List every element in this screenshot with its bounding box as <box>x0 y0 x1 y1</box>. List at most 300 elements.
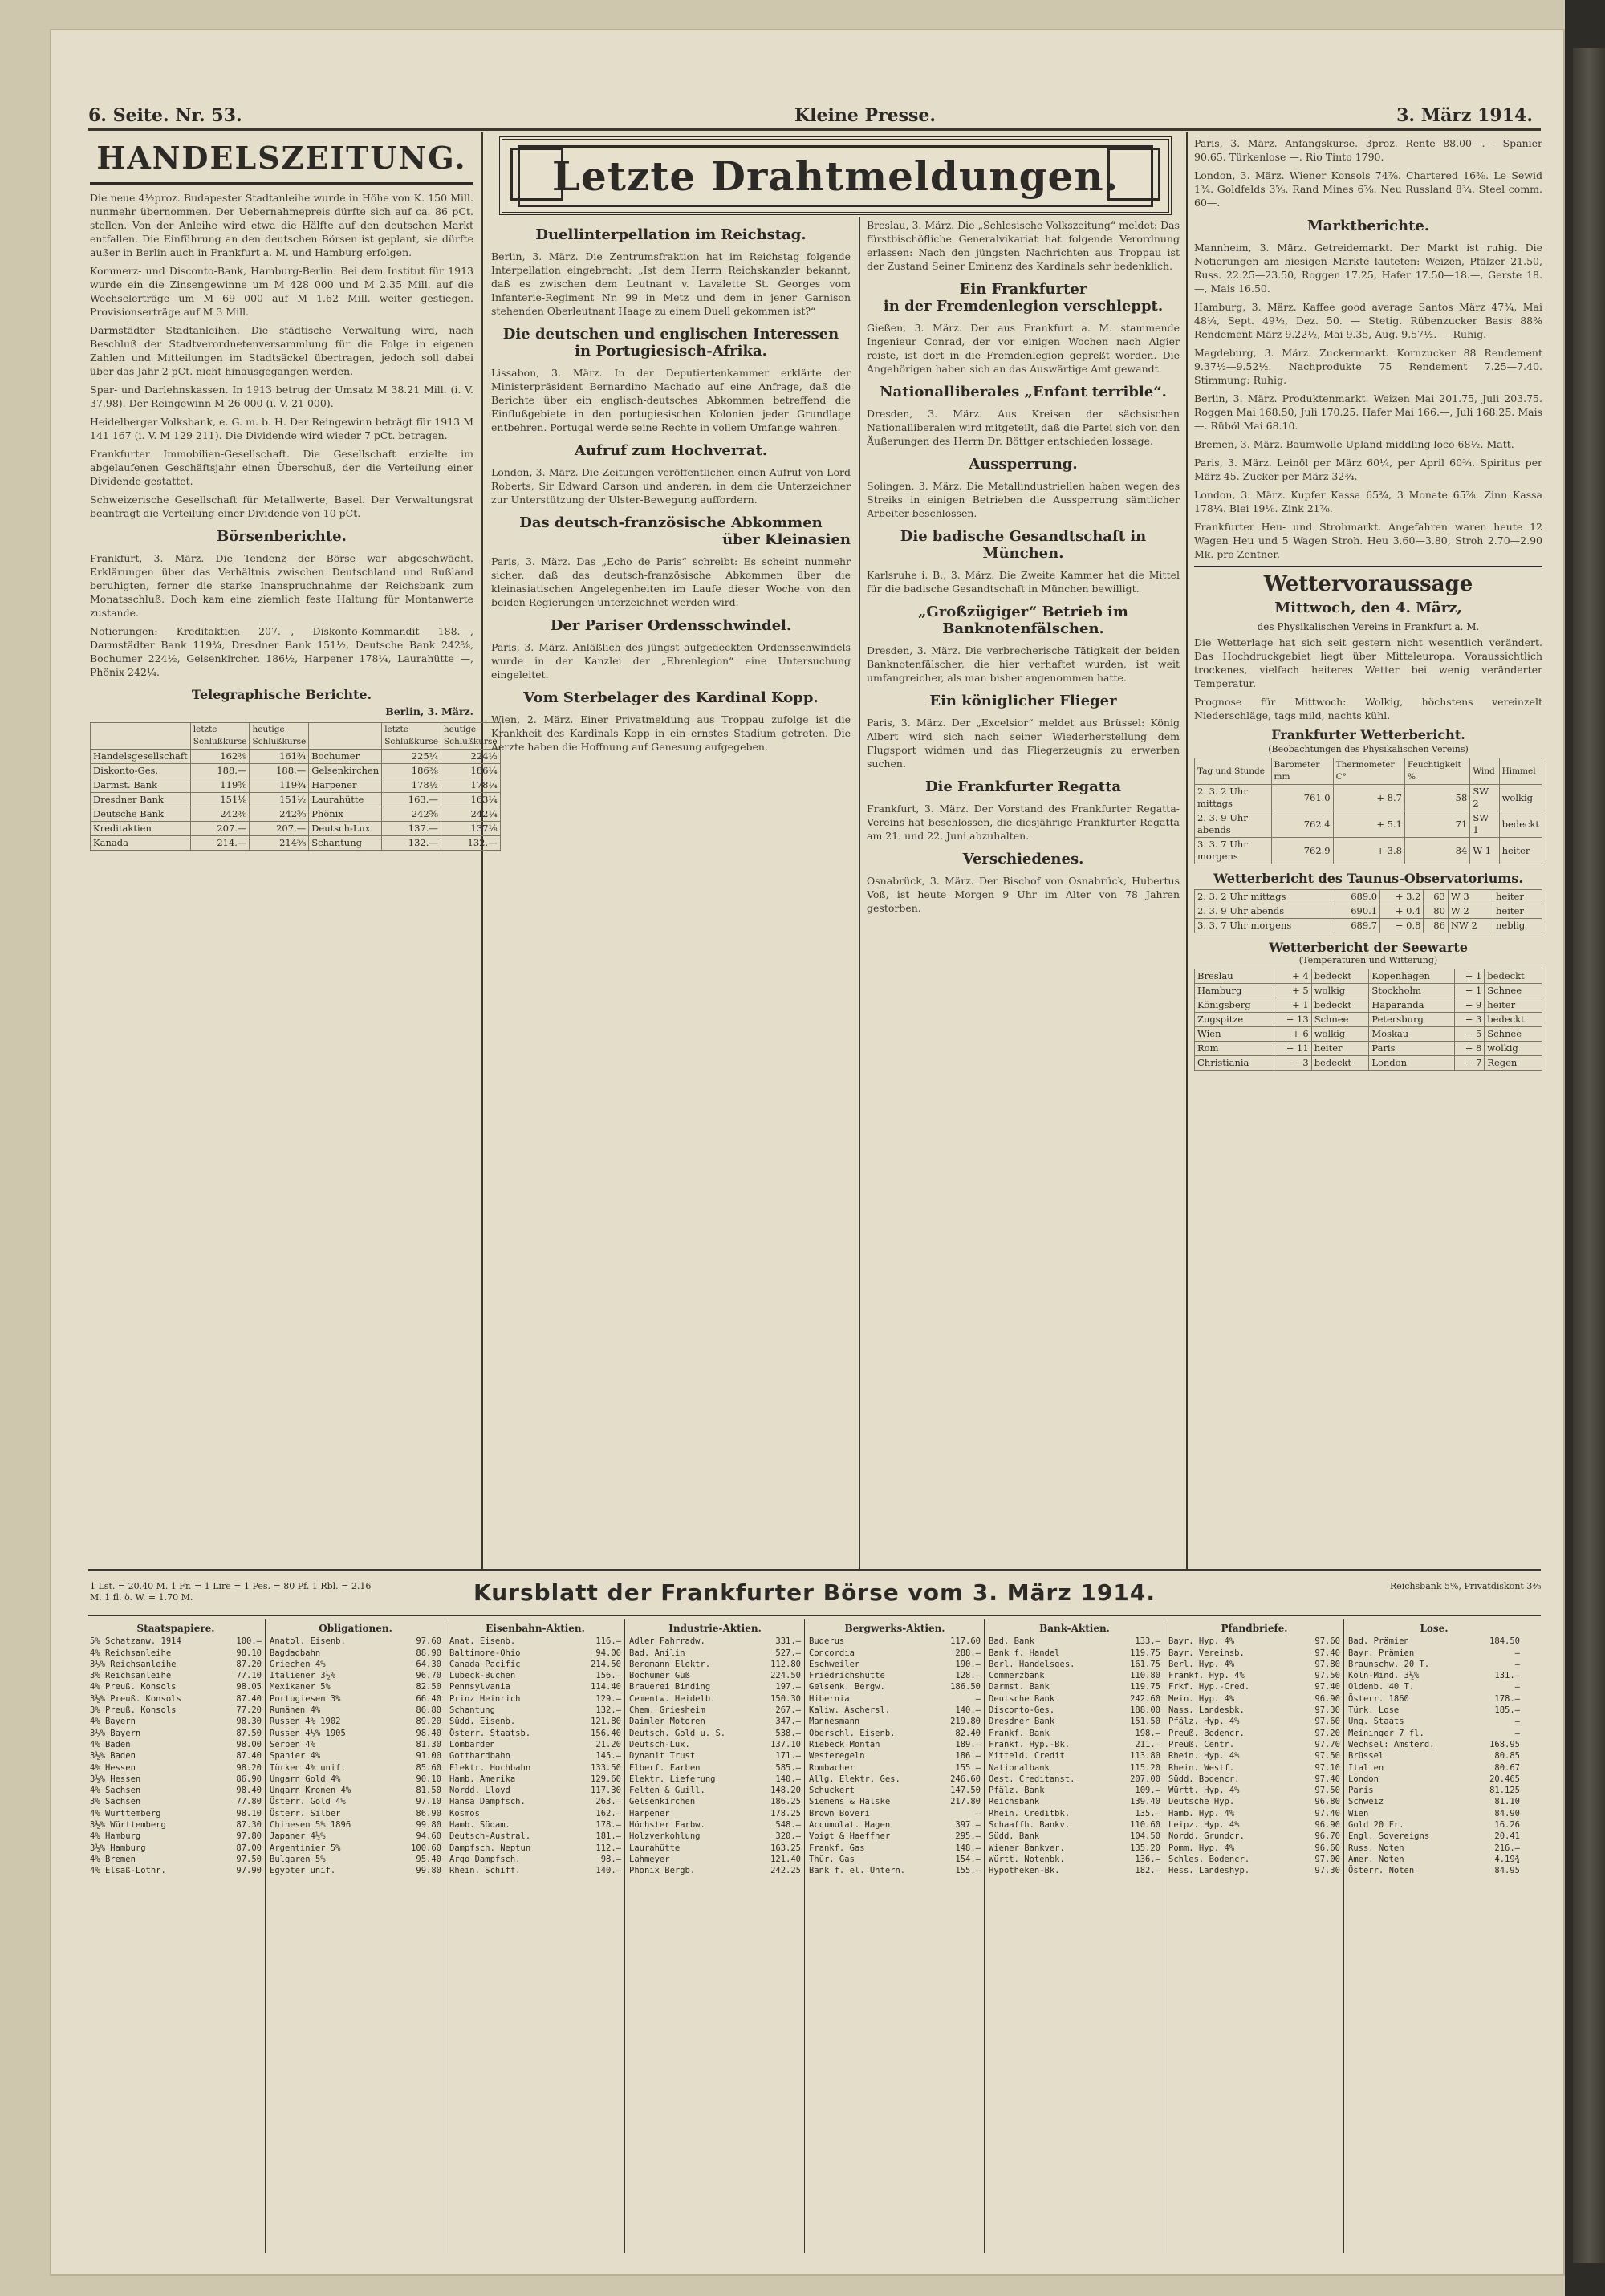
quote-price: 115.20 <box>1130 1762 1160 1773</box>
quote-name: 3½% Baden <box>90 1751 136 1762</box>
quote-row <box>1348 1716 1520 1727</box>
quote-price: 97.50 <box>1314 1671 1340 1681</box>
quote-name: Reichsbank <box>989 1797 1040 1807</box>
quote-price: 151.50 <box>1130 1717 1160 1727</box>
quote-price: 98.10 <box>236 1648 262 1658</box>
telegraphische-heading: Telegraphische Berichte. <box>191 687 372 702</box>
quote-price: 217.80 <box>950 1797 981 1807</box>
table-cell: 63 <box>1424 890 1448 904</box>
quote-name: Thür. Gas <box>809 1854 855 1864</box>
quote-name: Leipz. Hyp. 4% <box>1168 1820 1240 1831</box>
table-row <box>91 778 501 793</box>
table-cell: + 4 <box>1274 969 1311 984</box>
quote-price: 16.26 <box>1494 1820 1520 1831</box>
quote-price: 135.20 <box>1130 1843 1160 1853</box>
quote-name: 3% Preuß. Konsols <box>90 1705 177 1716</box>
quote-price: 86.90 <box>236 1774 262 1784</box>
table-header-cell <box>309 723 382 750</box>
table-cell: + 11 <box>1274 1042 1311 1056</box>
quote-price: 81.125 <box>1489 1786 1520 1796</box>
quote-price: 181.— <box>595 1831 621 1842</box>
quote-row <box>449 1659 621 1670</box>
table-cell: W 3 <box>1448 890 1493 904</box>
quote-name: Pomm. Hyp. 4% <box>1168 1843 1235 1853</box>
quote-price: 155.— <box>955 1866 981 1876</box>
quote-name: Riebeck Montan <box>809 1739 880 1749</box>
news-column-left <box>491 218 851 1565</box>
table-row <box>1195 904 1542 919</box>
quote-name: Bad. Bank <box>989 1636 1034 1647</box>
quote-name: 3% Reichsanleihe <box>90 1671 172 1681</box>
kursblatt-section-heading: Obligationen. <box>319 1623 392 1634</box>
quote-name: Schweiz <box>1348 1797 1384 1807</box>
table-cell: 214⅝ <box>250 836 309 851</box>
quote-row <box>629 1819 801 1831</box>
quote-name: Schantung <box>449 1705 495 1716</box>
quote-price: 87.00 <box>236 1843 262 1853</box>
quote-name: Italien <box>1348 1762 1384 1773</box>
quote-price: 548.— <box>775 1820 801 1831</box>
kursblatt-title: Kursblatt der Frankfurter Börse vom 3. März 1914. <box>473 1579 1156 1606</box>
table-cell: Schantung <box>309 836 382 851</box>
quote-price: 145.— <box>595 1751 621 1762</box>
quote-name: Mitteld. Credit <box>989 1751 1065 1762</box>
quote-price: 116.— <box>595 1636 621 1647</box>
article-paragraph: Solingen, 3. März. Die Metallindustriellen haben wegen des Streiks in einigen Betrieben die Aussperrung sämtlicher Arbeiter beschlossen. <box>867 480 1180 519</box>
table-cell: 762.4 <box>1271 811 1333 838</box>
quote-price: 97.10 <box>416 1797 441 1807</box>
quote-name: Höchster Farbw. <box>629 1820 705 1831</box>
quote-row <box>449 1819 621 1831</box>
table-cell: 163¼ <box>441 793 500 807</box>
quote-name: Chinesen 5% 1896 <box>270 1820 351 1831</box>
table-cell: + 7 <box>1455 1056 1485 1071</box>
quote-price: 97.60 <box>1314 1636 1340 1647</box>
seewarte-heading: Wetterbericht der Seewarte <box>1269 940 1468 955</box>
quote-name: 3½% Hessen <box>90 1774 141 1784</box>
quote-row <box>449 1681 621 1693</box>
quote-price: 20.465 <box>1489 1774 1520 1784</box>
quote-name: Bagdadbahn <box>270 1648 321 1658</box>
quote-row <box>629 1648 801 1659</box>
quote-row <box>449 1854 621 1865</box>
wettervoraussage-date: Mittwoch, den 4. März, <box>1274 599 1462 616</box>
quote-row <box>1168 1705 1340 1716</box>
quote-price: 156.40 <box>591 1728 621 1738</box>
table-cell: wolkig <box>1311 984 1369 998</box>
article-paragraph: Dresden, 3. März. Die verbrecherische Tätigkeit der beiden Banknotenfälscher, die hier verhaftet wurden, ist weit umfangreicher, als man bisher angenommen hatte. <box>867 644 1180 684</box>
article-paragraph: Lissabon, 3. März. In der Deputiertenkammer erklärte der Ministerpräsident Bernardino Machado auf eine Anfrage, daß die Berichte über ein englisch-deutsches Abkommen betreffend die Einflußgebiete in den portugiesischen Kolonien jeder Grundlage entbehren. Portugal werde seine Rechte in vollem Umfange wahren. <box>491 367 851 433</box>
table-cell: 163.— <box>382 793 441 807</box>
article-paragraph: Osnabrück, 3. März. Der Bischof von Osnabrück, Hubertus Voß, ist heute Morgen 9 Uhr im Alter von 78 Jahren gestorben. <box>867 875 1180 914</box>
quote-row <box>989 1716 1160 1727</box>
quote-name: Deutsche Bank <box>989 1693 1055 1704</box>
quote-price: 109.— <box>1135 1786 1160 1796</box>
article-heading: Duellinterpellation im Reichstag. <box>535 226 807 243</box>
table-cell: 188.— <box>250 764 309 778</box>
quote-name: Lombarden <box>449 1739 495 1749</box>
quote-name: Anatol. Eisenb. <box>270 1636 346 1647</box>
quote-row <box>1348 1865 1520 1876</box>
quote-row <box>90 1681 262 1693</box>
quote-row <box>629 1716 801 1727</box>
quote-price: 186.25 <box>770 1797 801 1807</box>
table-cell: 762.9 <box>1271 838 1333 864</box>
quote-price: 100.— <box>236 1636 262 1647</box>
quote-price: — <box>975 1808 981 1819</box>
quote-name: Schles. Bodencr. <box>1168 1854 1250 1864</box>
handelszeitung-column <box>90 136 498 1565</box>
quote-row <box>270 1693 441 1705</box>
quote-price: 81.30 <box>416 1739 441 1749</box>
weather-paragraph: Die Wetterlage hat sich seit gestern nicht wesentlich verändert. Das Hochdruckgebiet liegt über Mitteleuropa. Voraussichtlich trockenes, vielfach heiteres Wetter bei wenig veränderter Temperatur. <box>1194 636 1542 689</box>
table-cell: 151⅛ <box>190 793 250 807</box>
quote-row <box>629 1693 801 1705</box>
quote-price: 96.60 <box>1314 1843 1340 1853</box>
article-heading: Verschiedenes. <box>962 851 1084 868</box>
table-row <box>1195 785 1542 811</box>
table-cell: wolkig <box>1499 785 1542 811</box>
table-row <box>1195 919 1542 933</box>
quote-name: Württ. Hyp. 4% <box>1168 1786 1240 1796</box>
quote-row <box>449 1762 621 1774</box>
quote-name: Rombacher <box>809 1762 855 1773</box>
quote-name: Frankf. Hyp.-Bk. <box>989 1739 1071 1749</box>
table-cell: − 3 <box>1274 1056 1311 1071</box>
quote-price: 104.50 <box>1130 1831 1160 1842</box>
table-cell: 2. 3. 9 Uhr abends <box>1195 811 1272 838</box>
table-cell: heiter <box>1499 838 1542 864</box>
quote-name: Bayr. Hyp. 4% <box>1168 1636 1235 1647</box>
table-cell: − 3 <box>1455 1013 1485 1027</box>
quote-row <box>989 1750 1160 1762</box>
masthead-page: 6. Seite. Nr. 53. <box>88 105 242 126</box>
quote-name: Bad. Anilin <box>629 1648 685 1658</box>
article-paragraph: Schweizerische Gesellschaft für Metallwerte, Basel. Der Verwaltungsrat beantragt die Verteilung einer Dividende von 10 pCt. <box>90 494 473 519</box>
table-cell: wolkig <box>1485 1042 1542 1056</box>
table-cell: + 5 <box>1274 984 1311 998</box>
quote-price: 84.95 <box>1494 1866 1520 1876</box>
quote-name: Felten & Guill. <box>629 1786 705 1796</box>
quote-name: Elektr. Hochbahn <box>449 1762 531 1773</box>
table-cell: bedeckt <box>1311 998 1369 1013</box>
quote-price: 87.20 <box>236 1659 262 1669</box>
quote-price: 97.10 <box>1314 1762 1340 1773</box>
article-paragraph: Kommerz- und Disconto-Bank, Hamburg-Berlin. Bei dem Institut für 1913 wurde ein die Zinsengewinne um M 428 000 und M 2.35 Mill. auf die Wechselerträge um M 69 000 auf M 1.62 Mill. weiter gestiegen. Provisionserträge auf M 3 Mill. <box>90 265 473 318</box>
quote-name: Frankf. Gas <box>809 1843 865 1853</box>
table-cell: + 8 <box>1455 1042 1485 1056</box>
table-cell: Diskonto-Ges. <box>91 764 191 778</box>
quote-row <box>1348 1819 1520 1831</box>
quote-price: 99.80 <box>416 1820 441 1831</box>
quote-price: 136.— <box>1135 1854 1160 1864</box>
quote-name: Hansa Dampfsch. <box>449 1797 526 1807</box>
quote-price: 97.80 <box>236 1831 262 1842</box>
quote-price: 155.— <box>955 1762 981 1773</box>
article-paragraph: Notierungen: Kreditaktien 207.—, Diskonto-Kommandit 188.—, Darmstädter Bank 119¾, Dresdner Bank 151½, Deutsche Bank 242⅝, Bochumer 224½, Gelsenkirchen 186½, Harpener 178¼, Laurahütte —, Phönix 242¼. <box>90 625 473 678</box>
quote-price: 97.60 <box>1314 1717 1340 1727</box>
quote-name: Dresdner Bank <box>989 1717 1055 1727</box>
quote-price: 178.— <box>595 1820 621 1831</box>
quote-name: Ungarn Gold 4% <box>270 1774 341 1784</box>
quote-price: 82.40 <box>955 1728 981 1738</box>
table-cell: 2. 3. 9 Uhr abends <box>1195 904 1335 919</box>
quote-price: 96.90 <box>1314 1820 1340 1831</box>
quote-row <box>449 1843 621 1854</box>
quote-row <box>1168 1785 1340 1796</box>
quote-row <box>989 1762 1160 1774</box>
quote-price: 94.00 <box>595 1648 621 1658</box>
quote-row <box>629 1659 801 1670</box>
quote-row <box>449 1648 621 1659</box>
quote-name: Türken 4% unif. <box>270 1762 346 1773</box>
table-row <box>1195 838 1542 864</box>
table-cell: + 6 <box>1274 1027 1311 1042</box>
quote-name: Laurahütte <box>629 1843 681 1853</box>
quote-name: Frkf. Hyp.-Cred. <box>1168 1682 1250 1693</box>
wettervoraussage-heading: Wettervoraussage <box>1263 572 1473 596</box>
quote-price: 98.10 <box>236 1808 262 1819</box>
table-row <box>1195 1042 1542 1056</box>
quote-name: Concordia <box>809 1648 855 1658</box>
table-cell: W 2 <box>1448 904 1493 919</box>
quote-price: 86.90 <box>416 1808 441 1819</box>
table-cell: + 8.7 <box>1333 785 1404 811</box>
table-cell: heiter <box>1493 904 1542 919</box>
table-cell: 3. 3. 7 Uhr morgens <box>1195 838 1272 864</box>
quote-name: 3% Sachsen <box>90 1797 141 1807</box>
quote-row <box>1168 1750 1340 1762</box>
kursblatt-rule <box>88 1615 1541 1616</box>
quote-price: 131.— <box>1494 1671 1520 1681</box>
quote-row <box>449 1739 621 1750</box>
quote-name: Rhein. Schiff. <box>449 1866 521 1876</box>
table-cell: Darmst. Bank <box>91 778 191 793</box>
quote-name: Hibernia <box>809 1693 850 1704</box>
quote-row <box>90 1750 262 1762</box>
quote-price: — <box>1514 1648 1520 1658</box>
quote-row <box>809 1681 981 1693</box>
table-cell: 137⅛ <box>441 822 500 836</box>
quote-price: 4.19¾ <box>1494 1854 1520 1864</box>
quote-row <box>1348 1831 1520 1842</box>
quote-row <box>1168 1819 1340 1831</box>
quote-name: Wechsel: Amsterd. <box>1348 1739 1435 1749</box>
table-cell: Zugspitze <box>1195 1013 1274 1027</box>
quote-row <box>1168 1681 1340 1693</box>
table-cell: + 3.8 <box>1333 838 1404 864</box>
quote-name: Österr. Staatsb. <box>449 1728 531 1738</box>
quote-row <box>90 1762 262 1774</box>
table-cell: 214.— <box>190 836 250 851</box>
quote-row <box>449 1831 621 1842</box>
quote-price: 20.41 <box>1494 1831 1520 1842</box>
quote-price: 81.10 <box>1494 1797 1520 1807</box>
table-cell: − 1 <box>1455 984 1485 998</box>
quote-name: 4% Württemberg <box>90 1808 161 1819</box>
quote-row <box>1348 1739 1520 1750</box>
quote-row <box>270 1796 441 1807</box>
quote-price: 347.— <box>775 1717 801 1727</box>
quote-row <box>449 1808 621 1819</box>
quote-row <box>1348 1854 1520 1865</box>
article-paragraph: Dresden, 3. März. Aus Kreisen der sächsischen Nationalliberalen wird mitgeteilt, daß die Partei sich von den Äußerungen des Herrn Dr. Böttger entschieden lossage. <box>867 408 1180 447</box>
table-cell: W 1 <box>1470 838 1499 864</box>
quote-name: Nordd. Lloyd <box>449 1786 510 1796</box>
quote-name: Siemens & Halske <box>809 1797 891 1807</box>
quote-name: Oberschl. Eisenb. <box>809 1728 896 1738</box>
quote-price: 82.50 <box>416 1682 441 1693</box>
table-cell: Gelsenkirchen <box>309 764 382 778</box>
masthead-date: 3. März 1914. <box>1396 105 1533 126</box>
quote-name: Deutsch-Austral. <box>449 1831 531 1842</box>
quote-row <box>1348 1648 1520 1659</box>
quote-price: 77.10 <box>236 1671 262 1681</box>
quote-row <box>629 1739 801 1750</box>
quote-row <box>1348 1636 1520 1647</box>
table-cell: 3. 3. 7 Uhr morgens <box>1195 919 1335 933</box>
table-cell: bedeckt <box>1311 1056 1369 1071</box>
quote-row <box>1168 1636 1340 1647</box>
section-rule <box>88 1569 1541 1571</box>
quote-row <box>989 1659 1160 1670</box>
quote-row <box>629 1705 801 1716</box>
quote-price: 288.— <box>955 1648 981 1658</box>
article-paragraph: Paris, 3. März. Der „Excelsior“ meldet aus Brüssel: König Albert wird sich nach seiner Wiederherstellung dem Flugsport widmen und das Fliegerzeugnis zu erwerben suchen. <box>867 717 1180 770</box>
quote-name: Bochumer Guß <box>629 1671 690 1681</box>
banner-ornament <box>510 148 563 201</box>
table-cell: Phönix <box>309 807 382 822</box>
quote-price: 96.70 <box>416 1671 441 1681</box>
quote-price: 148.— <box>955 1843 981 1853</box>
quote-name: Deutsch. Gold u. S. <box>629 1728 726 1738</box>
quote-name: Frankf. Hyp. 4% <box>1168 1671 1245 1681</box>
quote-name: 4% Hessen <box>90 1762 136 1773</box>
article-heading: Die Frankfurter Regatta <box>924 778 1122 795</box>
kursblatt-column-rule <box>984 1619 985 2253</box>
table-header-cell: Thermometer C° <box>1333 758 1404 785</box>
weather-paragraph: Prognose für Mittwoch: Wolkig, höchstens vereinzelt Niederschläge, tags mild, nachts kühl. <box>1194 696 1542 721</box>
quote-name: 3½% Reichsanleihe <box>90 1659 177 1669</box>
quote-name: Serben 4% <box>270 1739 315 1749</box>
quote-name: Gotthardbahn <box>449 1751 510 1762</box>
table-cell: 207.— <box>250 822 309 836</box>
table-row <box>1195 1027 1542 1042</box>
quote-price: 97.30 <box>1314 1866 1340 1876</box>
letzte-drahtmeldungen-banner <box>499 136 1172 215</box>
market-paragraph: London, 3. März. Kupfer Kassa 65¾, 3 Monate 65⅞. Zinn Kassa 178¼. Blei 19⅛. Zink 21⅞. <box>1194 489 1542 514</box>
quote-name: 3½% Bayern <box>90 1728 141 1738</box>
quote-name: Bad. Prämien <box>1348 1636 1409 1647</box>
quote-row <box>809 1785 981 1796</box>
quote-price: 112.— <box>595 1843 621 1853</box>
quote-name: Chem. Griesheim <box>629 1705 705 1716</box>
quote-row <box>449 1705 621 1716</box>
quote-price: 98.40 <box>236 1786 262 1796</box>
quote-price: 538.— <box>775 1728 801 1738</box>
table-cell: Stockholm <box>1369 984 1455 998</box>
table-cell: 690.1 <box>1335 904 1379 919</box>
table-cell: 132.— <box>382 836 441 851</box>
quote-price: 94.60 <box>416 1831 441 1842</box>
quote-name: Oldenb. 40 T. <box>1348 1682 1415 1693</box>
quote-price: 87.30 <box>236 1820 262 1831</box>
table-cell: 132.— <box>441 836 500 851</box>
quote-price: 97.20 <box>1314 1728 1340 1738</box>
table-cell: Breslau <box>1195 969 1274 984</box>
quote-row <box>629 1808 801 1819</box>
quote-price: 86.80 <box>416 1705 441 1716</box>
quote-name: Prinz Heinrich <box>449 1693 521 1704</box>
quote-name: Schuckert <box>809 1786 855 1796</box>
quote-name: Commerzbank <box>989 1671 1045 1681</box>
quote-price: 154.— <box>955 1854 981 1864</box>
market-paragraph: Paris, 3. März. Anfangskurse. 3proz. Rente 88.00—.— Spanier 90.65. Türkenlose —. Rio Tinto 1790. <box>1194 137 1542 163</box>
quote-name: Rhein. Hyp. 4% <box>1168 1751 1240 1762</box>
quote-row <box>989 1854 1160 1865</box>
table-row <box>1195 984 1542 998</box>
quote-price: 147.50 <box>950 1786 981 1796</box>
news-column-right <box>867 218 1180 1565</box>
kursblatt-column-rule <box>804 1619 805 2253</box>
quote-row <box>1348 1728 1520 1739</box>
quote-row <box>989 1865 1160 1876</box>
quote-name: Russen 4½% 1905 <box>270 1728 346 1738</box>
table-cell: + 5.1 <box>1333 811 1404 838</box>
table-cell: 242⅝ <box>250 807 309 822</box>
quote-price: 66.40 <box>416 1693 441 1704</box>
quote-price: 242.25 <box>770 1866 801 1876</box>
quote-name: Bayr. Vereinsb. <box>1168 1648 1245 1658</box>
quote-name: Rhein. Creditbk. <box>989 1808 1071 1819</box>
table-cell: − 9 <box>1455 998 1485 1013</box>
quote-row <box>1168 1670 1340 1681</box>
quote-name: 3½% Hamburg <box>90 1843 146 1853</box>
quote-row <box>90 1739 262 1750</box>
kursblatt-section-heading: Lose. <box>1420 1623 1449 1634</box>
quote-row <box>1348 1843 1520 1854</box>
quote-price: 140.— <box>595 1866 621 1876</box>
table-cell: Harpener <box>309 778 382 793</box>
table-cell: heiter <box>1311 1042 1369 1056</box>
kursblatt-column <box>1168 1619 1340 2253</box>
quote-row <box>270 1739 441 1750</box>
quote-row <box>90 1785 262 1796</box>
table-cell: wolkig <box>1311 1027 1369 1042</box>
market-weather-column <box>1194 136 1542 1565</box>
article-paragraph: Berlin, 3. März. Die Zentrumsfraktion hat im Reichstag folgende Interpellation eingebracht: „Ist dem Herrn Reichskanzler bekannt, daß es zwischen dem Leutnant v. Lavalette St. Georges vom Infanterie-Regiment Nr. 99 in Metz und dem in jener Garnison stehenden Oberleutnant Haage zu einem Duell gekommen ist?“ <box>491 250 851 317</box>
quote-row <box>809 1693 981 1705</box>
marktberichte-heading: Marktberichte. <box>1306 217 1430 234</box>
quote-row <box>1348 1670 1520 1681</box>
quote-name: Dynamit Trust <box>629 1751 696 1762</box>
quote-price: 137.10 <box>770 1739 801 1749</box>
quote-price: 186.50 <box>950 1682 981 1693</box>
quote-price: 80.67 <box>1494 1762 1520 1773</box>
article-paragraph: Frankfurter Immobilien-Gesellschaft. Die Gesellschaft erzielte im abgelaufenen Geschäftsjahr einen Überschuß, der die Verteilung einer Dividende gestattet. <box>90 448 473 487</box>
quote-price: 97.50 <box>1314 1751 1340 1762</box>
quote-name: Bulgaren 5% <box>270 1854 326 1864</box>
quote-price: 397.— <box>955 1820 981 1831</box>
table-row <box>91 807 501 822</box>
quote-row <box>989 1670 1160 1681</box>
quote-name: Voigt & Haeffner <box>809 1831 891 1842</box>
quote-name: Buderus <box>809 1636 845 1647</box>
table-row <box>91 836 501 851</box>
table-cell: + 1 <box>1455 969 1485 984</box>
article-heading: Die badische Gesandtschaft in München. <box>900 528 1147 562</box>
quote-name: Italiener 3½% <box>270 1671 336 1681</box>
